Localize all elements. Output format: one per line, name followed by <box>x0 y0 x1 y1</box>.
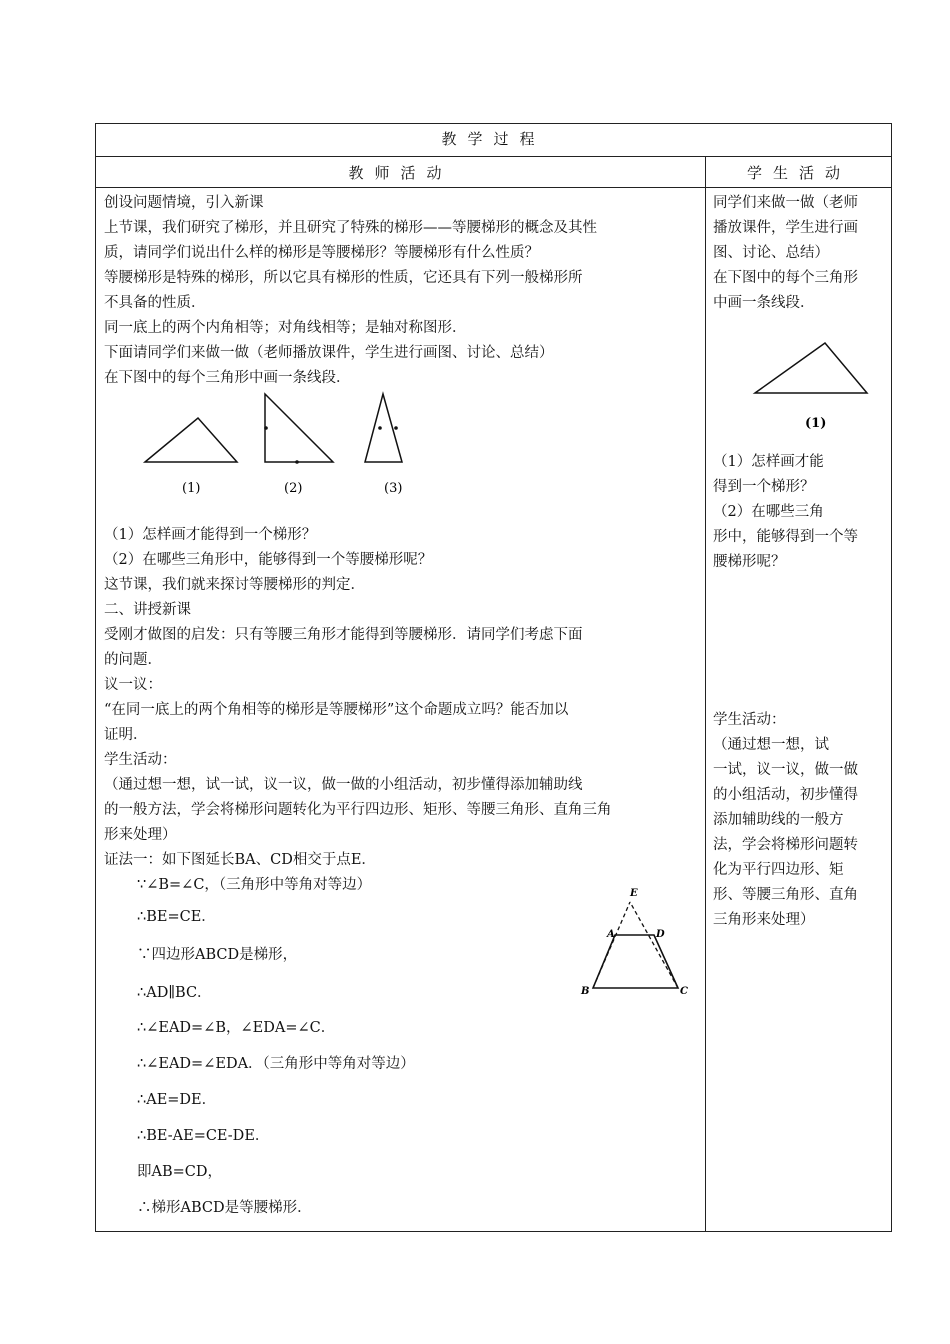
text-line: （通过想一想，试一试，议一议，做一做的小组活动，初步懂得添加辅助线 <box>104 777 583 793</box>
proof-line: ∴AE=DE． <box>137 1092 217 1108</box>
point-d-label: D <box>656 929 665 940</box>
text-line: 腰梯形呢？ <box>713 554 786 570</box>
point-e-label: E <box>630 888 638 899</box>
trapezoid-figure <box>575 880 695 1000</box>
text-line: 在下图中的每个三角形 <box>713 270 858 286</box>
text-line: 二、讲授新课 <box>104 602 191 618</box>
table-title: 教学过程 <box>441 130 546 148</box>
text-line: 图、讨论、总结） <box>713 245 829 261</box>
text-line: 得到一个梯形？ <box>713 479 815 495</box>
student-triangle-figure <box>745 335 905 435</box>
text-line: 三角形来处理） <box>713 912 815 928</box>
fig-label-2: (2) <box>284 481 303 496</box>
fig-label-1: (1) <box>182 481 201 496</box>
text-line: （1）怎样画才能得到一个梯形？ <box>104 527 317 543</box>
proof-line: ∵∠B=∠C，（三角形中等角对等边） <box>137 877 372 893</box>
triangle-1 <box>755 343 867 393</box>
point-a-label: A <box>607 929 615 940</box>
text-line: 在下图中的每个三角形中画一条线段． <box>104 370 351 386</box>
text-line: 的小组活动，初步懂得 <box>713 787 858 803</box>
fig-label: (1) <box>805 416 827 431</box>
text-line: 议一议： <box>104 677 162 693</box>
text-line: 形来处理） <box>104 827 177 843</box>
text-line: 中画一条线段． <box>713 295 815 311</box>
point-b-label: B <box>581 986 590 997</box>
proof-line: ∴∠EAD=∠EDA．（三角形中等角对等边） <box>137 1056 415 1072</box>
proof-line: ∴梯形ABCD是等腰梯形． <box>137 1200 312 1216</box>
text-line: 播放课件，学生进行画 <box>713 220 858 236</box>
text-line: 添加辅助线的一般方 <box>713 812 844 828</box>
student-column-header: 学生活动 <box>746 164 851 182</box>
proof-line: ∴BE-AE=CE-DE． <box>137 1128 270 1144</box>
row-divider <box>96 156 891 157</box>
text-line: 创设问题情境，引入新课 <box>104 195 264 211</box>
triangle-2 <box>265 394 333 462</box>
row-divider <box>96 187 891 188</box>
text-line: 下面请同学们来做一做（老师播放课件，学生进行画图、讨论、总结） <box>104 345 554 361</box>
text-line: 等腰梯形是特殊的梯形，所以它具有梯形的性质，它还具有下列一般梯形所 <box>104 270 583 286</box>
fig-label-3: (3) <box>384 481 403 496</box>
text-line: （2）在哪些三角 <box>713 504 824 520</box>
text-line: 法，学会将梯形问题转 <box>713 837 858 853</box>
text-line: 一试，议一议，做一做 <box>713 762 858 778</box>
text-line: 形中，能够得到一个等 <box>713 529 858 545</box>
text-line: （2）在哪些三角形中，能够得到一个等腰梯形呢？ <box>104 552 433 568</box>
text-line: 受刚才做图的启发：只有等腰三角形才能得到等腰梯形．请同学们考虑下面 <box>104 627 583 643</box>
text-line: 证明． <box>104 727 148 743</box>
proof-line: ∴∠EAD=∠B，∠EDA=∠C． <box>137 1020 336 1036</box>
text-line: （通过想一想，试 <box>713 737 829 753</box>
text-line: 不具备的性质． <box>104 295 206 311</box>
proof-line: ∴BE=CE． <box>137 909 216 925</box>
triangle-1 <box>145 418 237 462</box>
text-line: 质，请同学们说出什么样的梯形是等腰梯形？等腰梯形有什么性质？ <box>104 245 539 261</box>
text-line: “在同一底上的两个角相等的梯形是等腰梯形”这个命题成立吗？能否加以 <box>104 702 569 718</box>
proof-line: ∵四边形ABCD是梯形， <box>137 947 298 963</box>
teacher-column-header: 教师活动 <box>348 164 453 182</box>
text-line: 学生活动： <box>713 712 786 728</box>
text-line: 同一底上的两个内角相等；对角线相等；是轴对称图形． <box>104 320 467 336</box>
text-line: 证法一：如下图延长BA、CD相交于点E． <box>104 852 376 868</box>
text-line: （1）怎样画才能 <box>713 454 824 470</box>
column-divider <box>705 156 706 1231</box>
proof-line: 即AB=CD， <box>137 1164 222 1180</box>
text-line: 形、等腰三角形、直角 <box>713 887 858 903</box>
text-line: 上节课，我们研究了梯形，并且研究了特殊的梯形——等腰梯形的概念及其性 <box>104 220 597 236</box>
text-line: 的一般方法，学会将梯形问题转化为平行四边形、矩形、等腰三角形、直角三角 <box>104 802 612 818</box>
triangles-figure <box>140 388 460 498</box>
proof-line: ∴AD∥BC． <box>137 985 212 1001</box>
point-c-label: C <box>680 986 688 997</box>
trapezoid-abcd <box>593 935 678 988</box>
text-line: 这节课，我们就来探讨等腰梯形的判定． <box>104 577 365 593</box>
text-line: 化为平行四边形、矩 <box>713 862 844 878</box>
text-line: 同学们来做一做（老师 <box>713 195 858 211</box>
text-line: 学生活动： <box>104 752 177 768</box>
text-line: 的问题． <box>104 652 162 668</box>
